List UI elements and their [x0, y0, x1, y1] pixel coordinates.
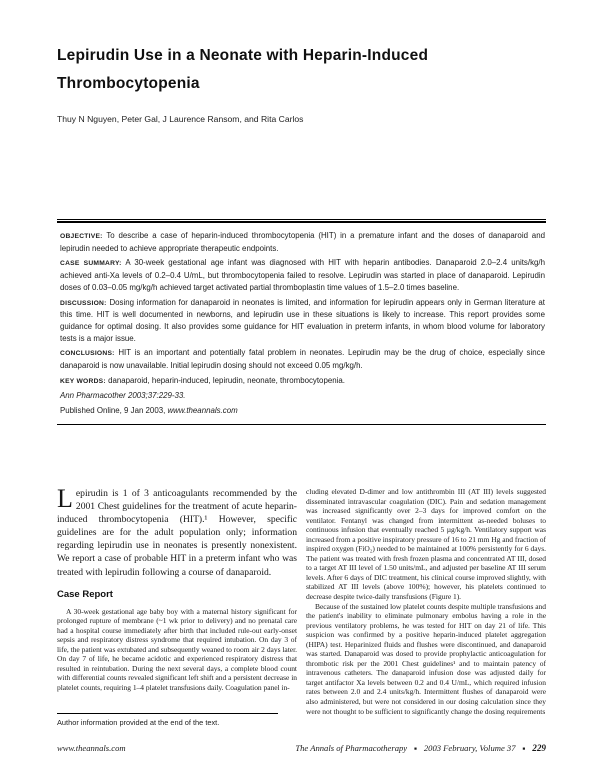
- page-footer: [57, 743, 546, 753]
- square-separator-icon: ■: [414, 745, 417, 751]
- abstract-section-discussion: [60, 297, 545, 345]
- abstract-section-label: CASE SUMMARY:: [60, 260, 122, 268]
- left-column: [57, 484, 297, 716]
- abstract-section-text: danaparoid, heparin-induced, lepirudin, neonate, thrombocytopenia.: [108, 375, 345, 385]
- section-heading-case-report: Case Report: [57, 588, 113, 600]
- abstract-section-text: HIT is an important and potentially fatal problem in neonates. Lepirudin may be the drug of choice, especially since danaparoid is now unavailable. Initial lepirudin dosing should not exceed 0.05 mg/kg/h.: [60, 348, 545, 371]
- abstract-section-key-words: [60, 375, 545, 388]
- abstract-section-label: OBJECTIVE:: [60, 233, 103, 240]
- published-online-url: www.theannals.com: [167, 406, 238, 416]
- abstract-section-text: Dosing information for danaparoid in neonates is limited, and information for lepirudin appears only in German literature at this time. HIT is well documented in newborns, and lepirudin use in these situations is likely to increase. This report provides some guidance for optimal dosing. It also provides some guidance for HIT evaluation in preterm infants, in whom blood volume for laboratory tests is a major issue.: [60, 297, 546, 343]
- author-footnote-text: Author information provided at the end of the text.: [57, 718, 220, 727]
- abstract-section-label: KEY WORDS:: [60, 377, 106, 385]
- abstract-section-objective: [60, 230, 545, 254]
- footer-page-number: 229: [532, 743, 546, 753]
- abstract-section-label: CONCLUSIONS:: [60, 350, 115, 358]
- journal-citation: [60, 390, 545, 402]
- article-authors: Thuy N Nguyen, Peter Gal, J Laurence Ransom, and Rita Carlos: [57, 114, 304, 124]
- abstract-box: [57, 219, 546, 425]
- published-online-line: [60, 405, 545, 417]
- abstract-bottom-rule: [57, 424, 546, 425]
- citation-volume-pages: 2003;37:229-33.: [128, 391, 186, 401]
- footnote-rule: [57, 713, 278, 714]
- body-columns: [57, 484, 546, 716]
- footer-issue: 2003 February, Volume 37: [423, 743, 516, 753]
- square-separator-icon: ■: [522, 745, 526, 751]
- abstract-section-text: A 30-week gestational age infant was diagnosed with HIT with heparin antibodies. Danaparoid 2.0–2.4 units/kg/h achieved anti-Xa levels of 0.2–0.4 U/mL, but thrombocytopenia failed to resolve. Lepirudin was started in place of danaparoid. Lepirudin doses of 0.03–0.05 mg/kg/h achieved target activated partial thromboplastin time values of 1.5–2.0 times baseline.: [60, 258, 545, 292]
- abstract-section-case-summary: [60, 257, 545, 293]
- case-report-paragraph: A 30-week gestational age baby boy with a maternal history significant for prolonged rupture of membrane (~1 wk prior to delivery) and no prenatal care had a hospital course immediately after birth that included rule-out early-onset sepsis and respiratory distress syndrome that required intubation. On day 3 of life, the patient was extubated and subsequently weaned to room air 2 days later. On day 7 of life, he became acidotic and experienced respiratory distress that resulted in reintubation. During the next several days, a complete blood count with differential counts revealed significant left shift and a persistent decrease in platelet counts, requiring 1–4 platelet transfusions daily. Coagulation panel in-: [57, 606, 297, 693]
- lead-paragraph-text: epirudin is 1 of 3 anticoagulants recommended by the 2001 Chest guidelines for the treatment of acute heparin-induced thrombocytopenia (HIT).¹ However, specific guidelines are for the adult population only; information regarding lepirudin use in neonates is presently nonexistent. We report a case of probable HIT in a preterm infant who was treated with lepirudin following a course of danaparoid.: [57, 488, 297, 578]
- abstract-section-text: To describe a case of heparin-induced thrombocytopenia (HIT) in a premature infant and the doses of danaparoid and lepirudin needed to achieve appropriate therapeutic endpoints.: [60, 231, 545, 253]
- drop-cap: L: [57, 484, 73, 513]
- citation-journal-name: Ann Pharmacother: [60, 391, 126, 401]
- body-paragraph-2: Because of the sustained low platelet counts despite multiple transfusions and the patient's inability to eliminate pulmonary embolus having a role in the previous ventilatory problems, he was tested for HIT on day 21 of life. This suspicion was confirmed by a positive heparin-induced platelet aggregation (HIPA) test. Heparinized fluids and flushes were discontinued, and danaparoid was started. Danaparoid was dosed to provide prophylactic anticoagulation for thrombotic risk per the 2001 Chest guidelines¹ and to maintain patency of intravenous catheters. The danaparoid infusion dose was adjusted daily for target antifactor Xa levels between 0.2 and 0.4 U/mL, which required infusion rates between 2.0 and 2.4 units/kg/h. Intermittent flushes of danaparoid were also administered, but were not considered in our dosing calculation since they were not thought to be sufficient to significantly change the dosing requirements: [306, 601, 546, 716]
- author-footnote: [57, 713, 278, 727]
- abstract-section-conclusions: [60, 347, 545, 371]
- article-title: Lepirudin Use in a Neonate with Heparin-Induced Thrombocytopenia: [57, 47, 429, 92]
- abstract-body: [57, 223, 546, 424]
- lead-paragraph: [57, 484, 297, 579]
- footer-journal-name: The Annals of Pharmacotherapy: [295, 743, 408, 753]
- footer-site-url: www.theannals.com: [57, 743, 126, 753]
- body-paragraph-continued: cluding elevated D-dimer and low antithrombin III (AT III) levels suggested disseminated intravascular coagulation (DIC). Pain and sedation management was increased significantly over 2–3 days for improved comfort on the ventilator. Fentanyl was changed from intermittent as-needed boluses to continuous infusion that eventually reached 5 µg/kg/h. Ventilatory support was increased from a positive inspiratory pressure of 16 to 21 mm Hg and fraction of inspired oxygen (FiO₂) needed to be maintained at 100% persistently for 6 days. The patient was treated with fresh frozen plasma and concentrated AT III, dosed to a target AT III level of 1.50 units/mL, and adjusted per baseline AT III serum levels. After 6 days of DIC treatment, his clinical course improved slightly, with stabilized AT III levels (above 100%); however, his platelets continued to decrease despite twice-daily transfusions (Figure 1).: [306, 487, 546, 602]
- right-column: [306, 487, 546, 716]
- abstract-section-label: DISCUSSION:: [60, 299, 107, 307]
- footer-journal-line: [295, 743, 546, 753]
- published-online-text: Published Online, 9 Jan 2003,: [60, 406, 168, 416]
